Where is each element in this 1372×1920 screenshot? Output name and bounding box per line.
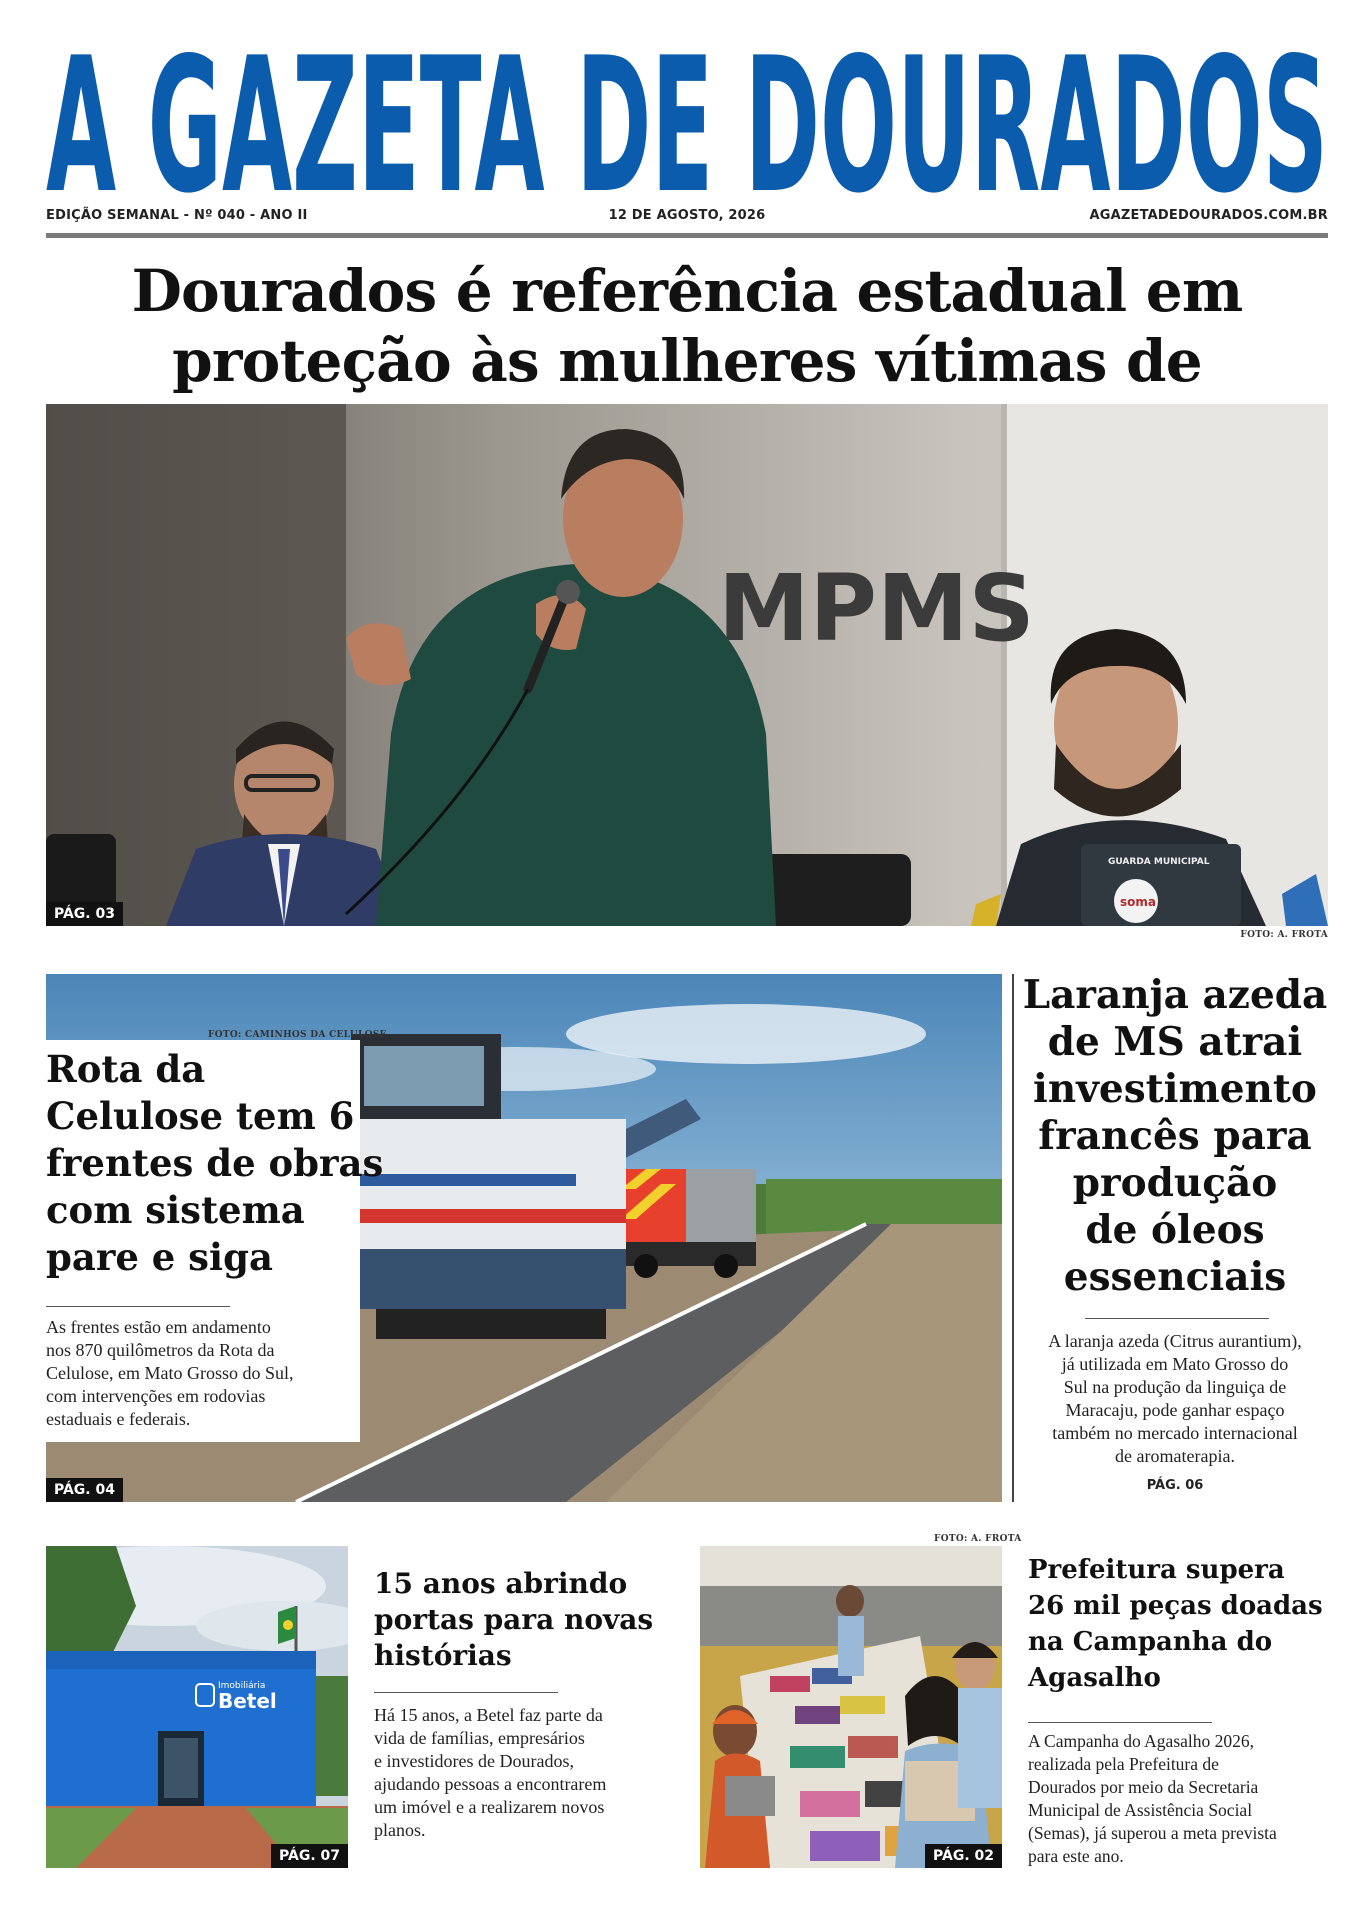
agasalho-photo-credit: FOTO: A. FROTA [934, 1534, 1022, 1544]
lead-photo-credit: FOTO: A. FROTA [1240, 930, 1328, 940]
header-rule [46, 233, 1328, 238]
agasalho-body-line: (Semas), já superou a meta prevista [1028, 1823, 1277, 1843]
lead-photo[interactable] [46, 404, 1328, 926]
mpms-wall-logo: MPMS [718, 555, 1035, 662]
vest-label: GUARDA MUNICIPAL [1108, 857, 1210, 867]
celulose-rule [46, 1306, 230, 1307]
laranja-title-line: de MS atrai [1047, 1019, 1303, 1065]
laranja-title-line: Laranja azeda [1022, 972, 1328, 1018]
celulose-title[interactable] [46, 1046, 383, 1281]
betel-page-tag[interactable]: PÁG. 07 [271, 1844, 348, 1868]
masthead-title: A GAZETA DE DOURADOS [46, 44, 1328, 200]
celulose-title-line: Celulose tem 6 [46, 1094, 355, 1138]
edition-info: EDIÇÃO SEMANAL - Nº 040 - ANO II [46, 208, 308, 223]
betel-title-line: histórias [374, 1639, 512, 1672]
betel-title-line: 15 anos abrindo [374, 1567, 628, 1600]
celulose-title-line: pare e siga [46, 1235, 273, 1279]
celulose-body-line: Celulose, em Mato Grosso do Sul, [46, 1363, 294, 1383]
agasalho-body-line: realizada pela Prefeitura de [1028, 1754, 1219, 1774]
edition-date: 12 DE AGOSTO, 2026 [608, 208, 766, 223]
masthead-logo [46, 44, 1328, 200]
agasalho-title-line: na Campanha do [1028, 1627, 1273, 1657]
betel-sign-small: Imobiliária [218, 1681, 266, 1691]
celulose-title-line: frentes de obras [46, 1141, 384, 1185]
celulose-page-tag[interactable]: PÁG. 04 [46, 1478, 123, 1502]
agasalho-body [1028, 1730, 1277, 1868]
laranja-body [1022, 1330, 1328, 1468]
lead-headline-line2: proteção às mulheres vítimas de [172, 327, 1202, 395]
celulose-title-line: Rota da [46, 1047, 206, 1091]
laranja-body-line: A laranja azeda (Citrus aurantium), [1048, 1331, 1302, 1351]
laranja-title-line: de óleos [1085, 1207, 1265, 1253]
betel-body-line: planos. [374, 1820, 426, 1840]
betel-title[interactable] [374, 1566, 653, 1674]
betel-body [374, 1704, 606, 1842]
laranja-title-line: investimento [1033, 1066, 1317, 1112]
agasalho-rule [1028, 1722, 1212, 1723]
masthead [46, 44, 1328, 200]
betel-body-line: vida de famílias, empresários [374, 1728, 585, 1748]
laranja-title-line: essenciais [1063, 1254, 1287, 1300]
laranja-rule [1085, 1318, 1269, 1319]
agasalho-body-line: para este ano. [1028, 1846, 1124, 1866]
laranja-body-line: Maracaju, pode ganhar espaço [1065, 1400, 1285, 1420]
betel-body-line: um imóvel e a realizarem novos [374, 1797, 605, 1817]
agasalho-title[interactable] [1028, 1552, 1323, 1696]
celulose-body-line: As frentes estão em andamento [46, 1317, 271, 1337]
laranja-title-line: francês para [1038, 1113, 1312, 1159]
agasalho-title-line: Prefeitura supera [1028, 1555, 1285, 1585]
lead-headline-line1: Dourados é referência estadual em [131, 257, 1243, 325]
agasalho-body-line: A Campanha do Agasalho 2026, [1028, 1731, 1255, 1751]
lead-page-tag[interactable]: PÁG. 03 [46, 902, 123, 926]
agasalho-photo[interactable] [700, 1546, 1002, 1868]
agasalho-title-line: Agasalho [1028, 1663, 1161, 1693]
laranja-body-line: já utilizada em Mato Grosso do [1061, 1354, 1289, 1374]
soma-badge-label: soma [1120, 895, 1156, 909]
column-divider [1012, 974, 1014, 1502]
lead-photo-illustration [46, 404, 1328, 926]
celulose-title-line: com sistema [46, 1188, 305, 1232]
betel-title-line: portas para novas [374, 1603, 654, 1636]
betel-photo-illustration [46, 1546, 348, 1868]
betel-rule [374, 1692, 558, 1693]
betel-body-line: e investidores de Dourados, [374, 1751, 574, 1771]
celulose-body-line: estaduais e federais. [46, 1409, 191, 1429]
agasalho-body-line: Dourados por meio da Secretaria [1028, 1777, 1259, 1797]
betel-body-line: Há 15 anos, a Betel faz parte da [374, 1705, 603, 1725]
agasalho-title-line: 26 mil peças doadas [1028, 1591, 1323, 1621]
agasalho-photo-illustration [700, 1546, 1002, 1868]
laranja-title-line: produção [1072, 1160, 1278, 1206]
laranja-body-line: de aromaterapia. [1115, 1446, 1235, 1466]
laranja-body-line: também no mercado internacional [1052, 1423, 1298, 1443]
agasalho-page-tag[interactable]: PÁG. 02 [925, 1844, 1002, 1868]
betel-sign: Betel [218, 1689, 277, 1713]
laranja-body-line: Sul na produção da linguiça de [1063, 1377, 1287, 1397]
betel-body-line: ajudando pessoas a encontrarem [374, 1774, 607, 1794]
celulose-body [46, 1316, 294, 1431]
betel-photo[interactable] [46, 1546, 348, 1868]
laranja-page-link[interactable]: PÁG. 06 [1146, 1478, 1204, 1493]
edition-bar [46, 208, 1328, 230]
celulose-body-line: nos 870 quilômetros da Rota da [46, 1340, 275, 1360]
celulose-photo-credit: FOTO: CAMINHOS DA CELULOSE [208, 1030, 387, 1040]
agasalho-body-line: Municipal de Assistência Social [1028, 1800, 1253, 1820]
laranja-title[interactable] [1022, 972, 1328, 1301]
website-link[interactable]: AGAZETADEDOURADOS.COM.BR [1089, 208, 1328, 223]
celulose-body-line: com intervenções em rodovias [46, 1386, 266, 1406]
